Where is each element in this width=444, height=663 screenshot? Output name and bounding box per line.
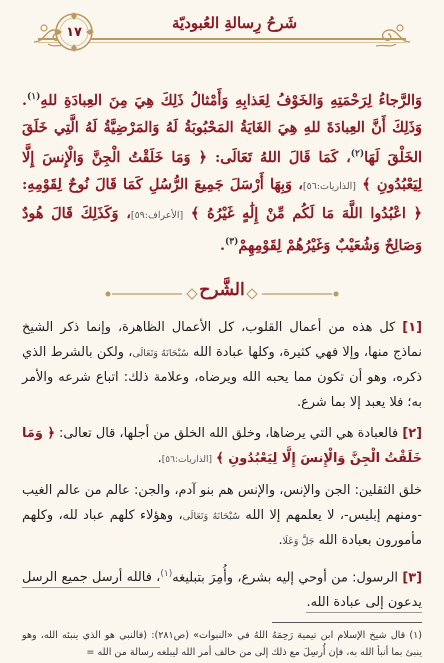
footnote-ref[interactable]: (١) xyxy=(160,568,173,579)
quran-verse: ﴿ اعْبُدُوا اللَّهَ مَا لَكُم مِّنْ إِلَٰهٍ غَيْرُهُ ﴾ xyxy=(190,204,422,222)
paragraph-text: الرسول: من أوحي إليه بشرع، وأُمِرَ بتبليغه xyxy=(172,570,398,586)
paragraph-text: ، ولكن بالشرط الذي ذكره، وهو أن تكون مما يحبه الله ويرضاه، وعلامة ذلك: اتباع شرعه والأمر به؛ فلا يعبد إلا بما شرع. xyxy=(22,344,422,410)
matn-line: ، كَمَا قَالَ اللهُ تَعَالَى: xyxy=(214,148,351,166)
footnote-ref[interactable]: (٢) xyxy=(350,148,365,159)
quran-verse: ﴿ وَمَا خَلَقْتُ الْجِنَّ وَالْإِنسَ إِلَّا لِيَعْبُدُونِ ﴾ xyxy=(22,148,423,193)
matn-line: ، وَبِهَا أَرْسَلَ جَمِيعَ الرُّسُلِ كَمَا قَالَ نُوحٌ لِقَوْمِهِ: xyxy=(22,175,303,193)
paragraph-number: [٣] xyxy=(402,570,422,586)
verse-reference: [الأعراف:٥٩] xyxy=(130,209,184,221)
section-heading xyxy=(22,274,422,314)
honorific: سُبْحَانَهُ وَتَعَالَى xyxy=(132,347,189,359)
matn-line: وَالرَّجاءُ لِرَحْمَتِهِ وَالخَوْفُ لِعَذابِهِ وَأَمْثالُ ذَلِكَ هِيَ مِنَ العِبادَةِ للهِ xyxy=(40,91,422,109)
footnote-ref[interactable]: (١) xyxy=(27,92,41,102)
matn-line: ، وَكَذَلِكَ قَالَ هُودٌ وَصَالِحٌ وَشُعَيْبٌ وَغَيْرُهُمْ لِقَوْمِهِمْ xyxy=(22,204,422,254)
commentary-body xyxy=(22,316,422,615)
page-header xyxy=(22,0,422,62)
honorific: سُبْحَانَهُ وَتَعَالَى xyxy=(182,510,241,522)
footnote-separator xyxy=(272,622,422,623)
paragraph-text: خلق الثقلين: الجن والإنس، والإنس هم بنو آدم، والجن: عالم من عالم الغيب -ومنهم إبليس-، لا يعلمهم إلا الله xyxy=(22,483,422,523)
matn-line: . وَذَلِكَ أَنَّ العِبادَةَ للهِ هِيَ الغَايَةُ المَحْبُوبَةُ لَهُ وَالمَرْضِيَّةُ لَهُ الَّتِي خَلَقَ الخَلْقَ لَهَا xyxy=(22,91,422,166)
quran-verse: ﴿ وَمَا خَلَقْتُ الْجِنَّ وَالْإِنسَ إِلَّا لِيَعْبُدُونِ ﴾ xyxy=(22,426,422,466)
running-title: شَرحُ رِسالةِ العُبوديّة xyxy=(172,14,298,32)
paragraph-text: فالعبادة هي التي يرضاها، وخلق الله الخلق من أجلها، قال تعالى: xyxy=(59,426,399,442)
paragraph-text: ، فالله أرسل جميع الرسل يدعون إلى عبادة الله. xyxy=(22,570,422,613)
verse-reference: [الذاريات:٥٦] xyxy=(161,454,213,465)
page-number-badge xyxy=(52,10,96,54)
paragraph-number: [٢] xyxy=(402,426,423,442)
section-title: الشَّرح xyxy=(199,280,245,301)
matn-text: وَالرَّجاءُ لِرَحْمَتِهِ وَالخَوْفُ لِعَذابِهِ وَأَمْثالُ ذَلِكَ هِيَ مِنَ العِبادَةِ للهِ$^{(١)}$. وَذَلِكَ أَنَّ العِبادَةَ للهِ هِيَ الغَايَةُ المَحْبُوبَةُ لَهُ وَالمَرْضِيَّةُ لَهُ الَّتِي خَلَقَ الخَلْقَ لَهَا$^{(٢)}$، كَمَا قَالَ اللهُ تَعَالَى: ﴿ وَمَا خَلَقْتُ الْجِنَّ وَالْإِنسَ إِلَّا لِيَعْبُدُونِ ﴾ [الذاريات:٥٦]، وَبِهَا أَرْسَلَ جَمِيعَ الرُّسُلِ كَمَا قَالَ نُوحٌ لِقَوْمِهِ: ﴿ اعْبُدُوا اللَّهَ مَا لَكُم مِّنْ إِلَٰهٍ غَيْرُهُ ﴾ [الأعراف:٥٩]، وَكَذَلِكَ قَالَ هُودٌ وَصَالِحٌ وَشُعَيْبٌ وَغَيْرُهُمْ لِقَوْمِهِمْ$^{(٣)}$. xyxy=(22,91,423,254)
paragraph-text: كل هذه من أعمال القلوب، كل الأعمال الظاهرة، وإنما ذكر الشيخ نماذج منها، وإلا فهي كثيرة، وكلها عبادة الله xyxy=(22,320,422,360)
corner-ornament-icon xyxy=(370,20,414,52)
page-number: ١٧ xyxy=(66,24,82,40)
footnote-ref[interactable]: (٣) xyxy=(225,236,239,247)
paragraph-number: [١] xyxy=(402,320,422,336)
honorific: جَلَّ وَعَلَا xyxy=(282,536,315,548)
paragraph-text: . xyxy=(278,533,283,549)
verse-reference: [الذاريات:٥٦] xyxy=(302,180,356,192)
paragraph-text: ، وهؤلاء كلهم عباد لله، وكلهم مأمورون بعبادة الله xyxy=(22,507,422,549)
paragraph xyxy=(22,316,422,415)
paragraph xyxy=(22,479,422,555)
paragraph xyxy=(22,562,422,615)
footnote: (١) قال شيخ الإسلام ابن تيمية رَحِمَهُ اللهُ في «النبوات» (ص٢٨١): (فالنبي هو الذي ينبئه الله، وهو ينبئ بما أنبأ الله به، فإن أُرسِلَ مع ذلك إلى من خالف أمر الله ليبلغه رسالة من الله = xyxy=(22,630,422,659)
paragraph: [٢] فالعبادة هي التي يرضاها، وخلق الله الخلق من أجلها، قال تعالى: ﴿ وَمَا خَلَقْتُ الْجِنَّ وَالْإِنسَ إِلَّا لِيَعْبُدُونِ ﴾ [الذاريات:٥٦]. xyxy=(22,426,423,466)
